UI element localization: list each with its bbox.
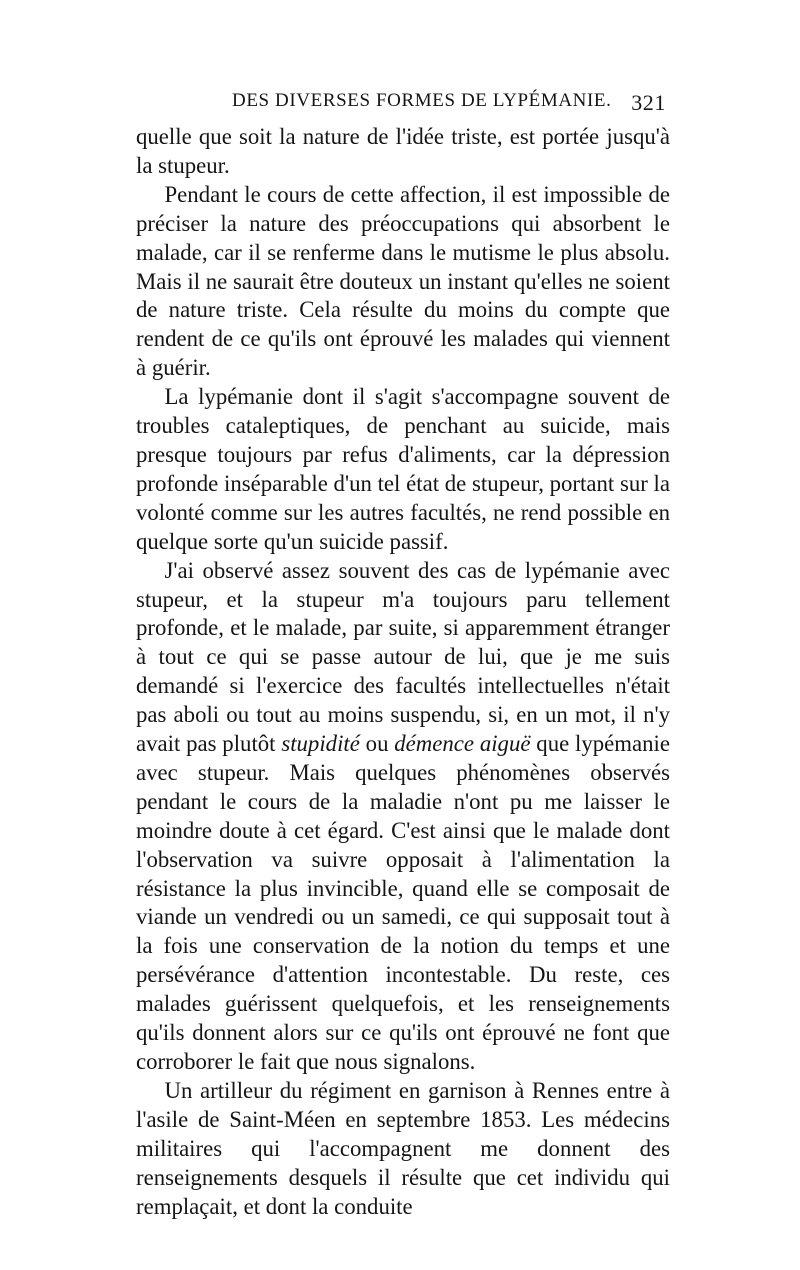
- body-text: [136, 123, 670, 1221]
- emphasis-term: stupidité: [281, 731, 360, 757]
- paragraph: Pendant le cours de cette affection, il est impossible de préciser la nature des préoccupations qui absorbent le malade, car il se renferme dans le mutisme le plus absolu. Mais il ne saurait être douteux un instant qu'elles ne soient de nature triste. Cela résulte du moins du compte que rendent de ce qu'ils ont éprouvé les malades qui viennent à guérir.: [136, 181, 670, 381]
- emphasis-term: démence aiguë: [394, 731, 531, 757]
- paragraph: Un artilleur du régiment en garnison à Rennes entre à l'asile de Saint-Méen en septembre 1853. Les médecins militaires qui l'accompagnent me donnent des renseignements desquels il résulte que cet individu qui remplaçait, et dont la conduite: [136, 1077, 670, 1219]
- paragraph: [136, 557, 670, 1077]
- running-header: [136, 90, 670, 120]
- paragraph-text: que lypémanie avec stupeur. Mais quelques phénomènes observés pendant le cours de la maladie n'ont pu me laisser le moindre doute à cet égard. C'est ainsi que le malade dont l'observation va suivre opposait à l'alimentation la résistance la plus invincible, quand elle se composait de viande un vendredi ou un samedi, ce qui supposait tout à la fois une conservation de la notion du temps et une persévérance d'attention incontestable. Du reste, ces malades guérissent quelquefois, et les renseignements qu'ils donnent alors sur ce qu'ils ont éprouvé ne font que corroborer le fait que nous signalons.: [136, 731, 670, 1074]
- paragraph-continuation: quelle que soit la nature de l'idée triste, est portée jusqu'à la stupeur.: [136, 124, 670, 178]
- paragraph: La lypémanie dont il s'agit s'accompagne souvent de troubles cataleptiques, de penchant au suicide, mais presque toujours par refus d'aliments, car la dépression profonde inséparable d'un tel état de stupeur, portant sur la volonté comme sur les autres facultés, ne rend possible en quelque sorte qu'un suicide passif.: [136, 384, 670, 554]
- page-number: 321: [631, 90, 666, 115]
- paragraph-text: ou: [365, 731, 389, 757]
- running-title: DES DIVERSES FORMES DE LYPÉMANIE.: [232, 90, 612, 111]
- paragraph-text: J'ai observé assez souvent des cas de lypémanie avec stupeur, et la stupeur m'a toujours paru tellement profonde, et le malade, par suite, si apparemment étranger à tout ce qui se passe autour de lui, que je me suis demandé si l'exercice des facultés intellectuelles n'était pas aboli ou tout au moins suspendu, si, en un mot, il n'y avait pas plutôt: [136, 557, 670, 757]
